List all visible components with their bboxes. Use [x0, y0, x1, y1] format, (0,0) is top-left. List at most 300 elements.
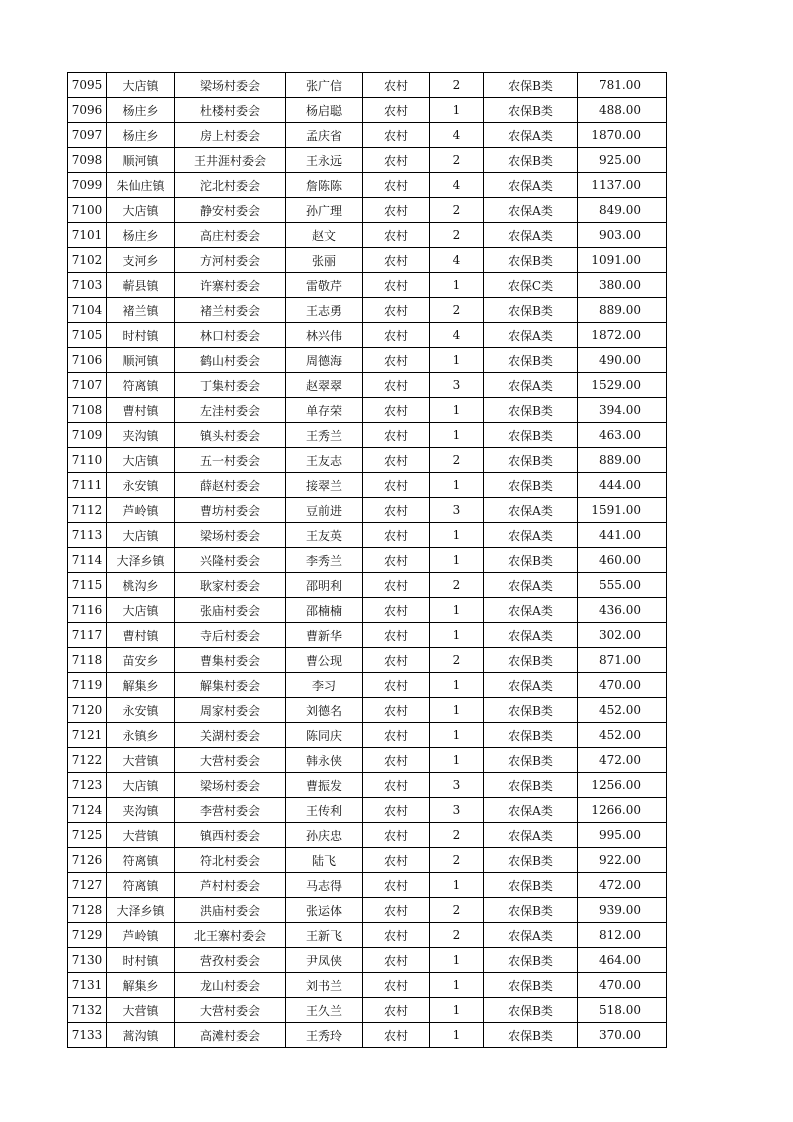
amount-cell: 1256.00 [578, 773, 667, 798]
amount-cell: 555.00 [578, 573, 667, 598]
village-committee-cell: 镇西村委会 [175, 823, 286, 848]
record-id-cell: 7119 [68, 673, 107, 698]
village-committee-cell: 梁场村委会 [175, 73, 286, 98]
insurance-category-cell: 农保A类 [484, 498, 578, 523]
amount-cell: 889.00 [578, 448, 667, 473]
record-id-cell: 7126 [68, 848, 107, 873]
village-committee-cell: 许寨村委会 [175, 273, 286, 298]
person-name-cell: 陈同庆 [286, 723, 363, 748]
record-id-cell: 7127 [68, 873, 107, 898]
town-cell: 大营镇 [107, 998, 175, 1023]
area-type-cell: 农村 [363, 373, 430, 398]
person-name-cell: 王志勇 [286, 298, 363, 323]
village-committee-cell: 营孜村委会 [175, 948, 286, 973]
amount-cell: 394.00 [578, 398, 667, 423]
household-count-cell: 1 [430, 873, 484, 898]
town-cell: 曹村镇 [107, 398, 175, 423]
household-count-cell: 2 [430, 898, 484, 923]
table-row [68, 598, 667, 623]
table-row [68, 248, 667, 273]
table-row [68, 723, 667, 748]
person-name-cell: 王秀玲 [286, 1023, 363, 1048]
village-committee-cell: 沱北村委会 [175, 173, 286, 198]
area-type-cell: 农村 [363, 673, 430, 698]
insurance-category-cell: 农保B类 [484, 348, 578, 373]
record-id-cell: 7129 [68, 923, 107, 948]
area-type-cell: 农村 [363, 273, 430, 298]
person-name-cell: 刘书兰 [286, 973, 363, 998]
person-name-cell: 接翠兰 [286, 473, 363, 498]
record-id-cell: 7097 [68, 123, 107, 148]
record-id-cell: 7110 [68, 448, 107, 473]
household-count-cell: 1 [430, 1023, 484, 1048]
area-type-cell: 农村 [363, 723, 430, 748]
record-id-cell: 7111 [68, 473, 107, 498]
town-cell: 大店镇 [107, 198, 175, 223]
person-name-cell: 孙广理 [286, 198, 363, 223]
insurance-category-cell: 农保A类 [484, 123, 578, 148]
person-name-cell: 王久兰 [286, 998, 363, 1023]
village-committee-cell: 高滩村委会 [175, 1023, 286, 1048]
record-id-cell: 7116 [68, 598, 107, 623]
village-committee-cell: 龙山村委会 [175, 973, 286, 998]
village-committee-cell: 芦村村委会 [175, 873, 286, 898]
village-committee-cell: 大营村委会 [175, 748, 286, 773]
household-count-cell: 2 [430, 198, 484, 223]
area-type-cell: 农村 [363, 948, 430, 973]
table-row [68, 798, 667, 823]
table-row [68, 698, 667, 723]
record-id-cell: 7132 [68, 998, 107, 1023]
area-type-cell: 农村 [363, 473, 430, 498]
household-count-cell: 1 [430, 973, 484, 998]
table-row [68, 648, 667, 673]
table-row [68, 998, 667, 1023]
record-id-cell: 7118 [68, 648, 107, 673]
person-name-cell: 周德海 [286, 348, 363, 373]
table-row [68, 323, 667, 348]
insurance-category-cell: 农保B类 [484, 148, 578, 173]
insurance-category-cell: 农保A类 [484, 223, 578, 248]
town-cell: 大店镇 [107, 73, 175, 98]
town-cell: 永镇乡 [107, 723, 175, 748]
person-name-cell: 李秀兰 [286, 548, 363, 573]
amount-cell: 460.00 [578, 548, 667, 573]
amount-cell: 1591.00 [578, 498, 667, 523]
insurance-category-cell: 农保A类 [484, 823, 578, 848]
village-committee-cell: 寺后村委会 [175, 623, 286, 648]
area-type-cell: 农村 [363, 998, 430, 1023]
person-name-cell: 杨启聪 [286, 98, 363, 123]
record-id-cell: 7115 [68, 573, 107, 598]
insurance-category-cell: 农保B类 [484, 773, 578, 798]
record-id-cell: 7121 [68, 723, 107, 748]
amount-cell: 302.00 [578, 623, 667, 648]
village-committee-cell: 杜楼村委会 [175, 98, 286, 123]
insurance-category-cell: 农保A类 [484, 373, 578, 398]
town-cell: 解集乡 [107, 973, 175, 998]
insurance-category-cell: 农保B类 [484, 473, 578, 498]
record-id-cell: 7096 [68, 98, 107, 123]
insurance-category-cell: 农保B类 [484, 298, 578, 323]
record-id-cell: 7124 [68, 798, 107, 823]
area-type-cell: 农村 [363, 173, 430, 198]
town-cell: 大店镇 [107, 448, 175, 473]
household-count-cell: 1 [430, 398, 484, 423]
table-row [68, 623, 667, 648]
table-row [68, 473, 667, 498]
record-id-cell: 7109 [68, 423, 107, 448]
household-count-cell: 1 [430, 273, 484, 298]
village-committee-cell: 镇头村委会 [175, 423, 286, 448]
household-count-cell: 1 [430, 748, 484, 773]
town-cell: 符离镇 [107, 873, 175, 898]
table-row [68, 223, 667, 248]
village-committee-cell: 关湖村委会 [175, 723, 286, 748]
village-committee-cell: 曹坊村委会 [175, 498, 286, 523]
table-row [68, 373, 667, 398]
person-name-cell: 赵文 [286, 223, 363, 248]
table-row [68, 148, 667, 173]
table-row [68, 923, 667, 948]
person-name-cell: 张运体 [286, 898, 363, 923]
person-name-cell: 詹陈陈 [286, 173, 363, 198]
household-count-cell: 2 [430, 648, 484, 673]
amount-cell: 781.00 [578, 73, 667, 98]
amount-cell: 464.00 [578, 948, 667, 973]
area-type-cell: 农村 [363, 623, 430, 648]
table-row [68, 173, 667, 198]
area-type-cell: 农村 [363, 298, 430, 323]
table-row [68, 423, 667, 448]
area-type-cell: 农村 [363, 548, 430, 573]
area-type-cell: 农村 [363, 573, 430, 598]
area-type-cell: 农村 [363, 198, 430, 223]
village-committee-cell: 大营村委会 [175, 998, 286, 1023]
area-type-cell: 农村 [363, 498, 430, 523]
village-committee-cell: 薛赵村委会 [175, 473, 286, 498]
town-cell: 时村镇 [107, 323, 175, 348]
person-name-cell: 曹公现 [286, 648, 363, 673]
area-type-cell: 农村 [363, 348, 430, 373]
town-cell: 顺河镇 [107, 148, 175, 173]
area-type-cell: 农村 [363, 898, 430, 923]
insurance-category-cell: 农保B类 [484, 848, 578, 873]
person-name-cell: 邵明利 [286, 573, 363, 598]
insurance-category-cell: 农保C类 [484, 273, 578, 298]
table-row [68, 873, 667, 898]
record-id-cell: 7125 [68, 823, 107, 848]
area-type-cell: 农村 [363, 823, 430, 848]
household-count-cell: 2 [430, 298, 484, 323]
household-count-cell: 2 [430, 573, 484, 598]
table-row [68, 748, 667, 773]
amount-cell: 488.00 [578, 98, 667, 123]
roster-body [68, 73, 667, 1048]
record-id-cell: 7106 [68, 348, 107, 373]
town-cell: 大营镇 [107, 823, 175, 848]
person-name-cell: 陆飞 [286, 848, 363, 873]
person-name-cell: 王友志 [286, 448, 363, 473]
person-name-cell: 单存荣 [286, 398, 363, 423]
record-id-cell: 7133 [68, 1023, 107, 1048]
village-committee-cell: 静安村委会 [175, 198, 286, 223]
amount-cell: 1091.00 [578, 248, 667, 273]
insurance-category-cell: 农保A类 [484, 673, 578, 698]
insurance-category-cell: 农保A类 [484, 623, 578, 648]
insurance-category-cell: 农保B类 [484, 98, 578, 123]
table-row [68, 573, 667, 598]
area-type-cell: 农村 [363, 598, 430, 623]
area-type-cell: 农村 [363, 398, 430, 423]
household-count-cell: 4 [430, 323, 484, 348]
amount-cell: 1266.00 [578, 798, 667, 823]
person-name-cell: 邵楠楠 [286, 598, 363, 623]
insurance-category-cell: 农保B类 [484, 648, 578, 673]
amount-cell: 472.00 [578, 748, 667, 773]
record-id-cell: 7117 [68, 623, 107, 648]
insurance-category-cell: 农保B类 [484, 948, 578, 973]
village-committee-cell: 曹集村委会 [175, 648, 286, 673]
town-cell: 符离镇 [107, 373, 175, 398]
table-row [68, 298, 667, 323]
insurance-category-cell: 农保A类 [484, 198, 578, 223]
amount-cell: 380.00 [578, 273, 667, 298]
town-cell: 大营镇 [107, 748, 175, 773]
insurance-category-cell: 农保A类 [484, 573, 578, 598]
household-count-cell: 1 [430, 673, 484, 698]
insurance-category-cell: 农保A类 [484, 923, 578, 948]
record-id-cell: 7100 [68, 198, 107, 223]
household-count-cell: 2 [430, 73, 484, 98]
person-name-cell: 王传利 [286, 798, 363, 823]
amount-cell: 518.00 [578, 998, 667, 1023]
amount-cell: 1870.00 [578, 123, 667, 148]
amount-cell: 1137.00 [578, 173, 667, 198]
village-committee-cell: 李营村委会 [175, 798, 286, 823]
person-name-cell: 赵翠翠 [286, 373, 363, 398]
town-cell: 夹沟镇 [107, 798, 175, 823]
household-count-cell: 1 [430, 548, 484, 573]
household-count-cell: 2 [430, 848, 484, 873]
insurance-category-cell: 农保A类 [484, 523, 578, 548]
town-cell: 大店镇 [107, 523, 175, 548]
village-committee-cell: 房上村委会 [175, 123, 286, 148]
person-name-cell: 李习 [286, 673, 363, 698]
household-count-cell: 4 [430, 248, 484, 273]
amount-cell: 1529.00 [578, 373, 667, 398]
area-type-cell: 农村 [363, 448, 430, 473]
insurance-category-cell: 农保B类 [484, 748, 578, 773]
record-id-cell: 7114 [68, 548, 107, 573]
insurance-category-cell: 农保B类 [484, 698, 578, 723]
insurance-category-cell: 农保B类 [484, 873, 578, 898]
amount-cell: 441.00 [578, 523, 667, 548]
person-name-cell: 刘德名 [286, 698, 363, 723]
amount-cell: 436.00 [578, 598, 667, 623]
village-committee-cell: 洪庙村委会 [175, 898, 286, 923]
town-cell: 支河乡 [107, 248, 175, 273]
town-cell: 大泽乡镇 [107, 898, 175, 923]
record-id-cell: 7108 [68, 398, 107, 423]
town-cell: 夹沟镇 [107, 423, 175, 448]
record-id-cell: 7105 [68, 323, 107, 348]
area-type-cell: 农村 [363, 248, 430, 273]
amount-cell: 889.00 [578, 298, 667, 323]
area-type-cell: 农村 [363, 773, 430, 798]
record-id-cell: 7102 [68, 248, 107, 273]
household-count-cell: 1 [430, 523, 484, 548]
household-count-cell: 2 [430, 448, 484, 473]
amount-cell: 922.00 [578, 848, 667, 873]
person-name-cell: 孟庆省 [286, 123, 363, 148]
town-cell: 芦岭镇 [107, 923, 175, 948]
person-name-cell: 张广信 [286, 73, 363, 98]
roster-table [67, 72, 667, 1048]
household-count-cell: 1 [430, 948, 484, 973]
table-row [68, 348, 667, 373]
town-cell: 芦岭镇 [107, 498, 175, 523]
amount-cell: 470.00 [578, 673, 667, 698]
amount-cell: 370.00 [578, 1023, 667, 1048]
person-name-cell: 林兴伟 [286, 323, 363, 348]
person-name-cell: 雷敬芹 [286, 273, 363, 298]
town-cell: 曹村镇 [107, 623, 175, 648]
village-committee-cell: 北王寨村委会 [175, 923, 286, 948]
area-type-cell: 农村 [363, 973, 430, 998]
village-committee-cell: 鹤山村委会 [175, 348, 286, 373]
household-count-cell: 3 [430, 773, 484, 798]
insurance-category-cell: 农保A类 [484, 598, 578, 623]
town-cell: 蕲县镇 [107, 273, 175, 298]
amount-cell: 470.00 [578, 973, 667, 998]
household-count-cell: 1 [430, 723, 484, 748]
town-cell: 永安镇 [107, 473, 175, 498]
village-committee-cell: 王井涯村委会 [175, 148, 286, 173]
village-committee-cell: 张庙村委会 [175, 598, 286, 623]
amount-cell: 490.00 [578, 348, 667, 373]
record-id-cell: 7112 [68, 498, 107, 523]
record-id-cell: 7103 [68, 273, 107, 298]
insurance-category-cell: 农保B类 [484, 248, 578, 273]
record-id-cell: 7113 [68, 523, 107, 548]
area-type-cell: 农村 [363, 1023, 430, 1048]
table-row [68, 673, 667, 698]
insurance-category-cell: 农保B类 [484, 973, 578, 998]
town-cell: 时村镇 [107, 948, 175, 973]
household-count-cell: 2 [430, 148, 484, 173]
town-cell: 顺河镇 [107, 348, 175, 373]
town-cell: 杨庄乡 [107, 98, 175, 123]
household-count-cell: 1 [430, 698, 484, 723]
amount-cell: 903.00 [578, 223, 667, 248]
town-cell: 蒿沟镇 [107, 1023, 175, 1048]
town-cell: 符离镇 [107, 848, 175, 873]
village-committee-cell: 林口村委会 [175, 323, 286, 348]
insurance-category-cell: 农保A类 [484, 798, 578, 823]
record-id-cell: 7101 [68, 223, 107, 248]
town-cell: 朱仙庄镇 [107, 173, 175, 198]
amount-cell: 812.00 [578, 923, 667, 948]
table-row [68, 773, 667, 798]
household-count-cell: 4 [430, 123, 484, 148]
person-name-cell: 王友英 [286, 523, 363, 548]
amount-cell: 452.00 [578, 698, 667, 723]
area-type-cell: 农村 [363, 698, 430, 723]
household-count-cell: 1 [430, 98, 484, 123]
record-id-cell: 7123 [68, 773, 107, 798]
record-id-cell: 7130 [68, 948, 107, 973]
household-count-cell: 1 [430, 348, 484, 373]
household-count-cell: 2 [430, 823, 484, 848]
area-type-cell: 农村 [363, 73, 430, 98]
village-committee-cell: 梁场村委会 [175, 523, 286, 548]
table-row [68, 198, 667, 223]
town-cell: 杨庄乡 [107, 223, 175, 248]
amount-cell: 444.00 [578, 473, 667, 498]
insurance-category-cell: 农保B类 [484, 73, 578, 98]
amount-cell: 1872.00 [578, 323, 667, 348]
household-count-cell: 3 [430, 798, 484, 823]
table-row [68, 73, 667, 98]
amount-cell: 939.00 [578, 898, 667, 923]
village-committee-cell: 褚兰村委会 [175, 298, 286, 323]
amount-cell: 463.00 [578, 423, 667, 448]
person-name-cell: 孙庆忠 [286, 823, 363, 848]
town-cell: 桃沟乡 [107, 573, 175, 598]
household-count-cell: 3 [430, 373, 484, 398]
table-row [68, 1023, 667, 1048]
village-committee-cell: 左洼村委会 [175, 398, 286, 423]
amount-cell: 472.00 [578, 873, 667, 898]
table-row [68, 523, 667, 548]
amount-cell: 871.00 [578, 648, 667, 673]
record-id-cell: 7104 [68, 298, 107, 323]
insurance-category-cell: 农保B类 [484, 423, 578, 448]
village-committee-cell: 五一村委会 [175, 448, 286, 473]
person-name-cell: 王新飞 [286, 923, 363, 948]
table-row [68, 398, 667, 423]
person-name-cell: 豆前进 [286, 498, 363, 523]
household-count-cell: 1 [430, 423, 484, 448]
table-row [68, 123, 667, 148]
insurance-category-cell: 农保B类 [484, 448, 578, 473]
record-id-cell: 7120 [68, 698, 107, 723]
area-type-cell: 农村 [363, 423, 430, 448]
table-row [68, 548, 667, 573]
household-count-cell: 2 [430, 223, 484, 248]
area-type-cell: 农村 [363, 98, 430, 123]
insurance-category-cell: 农保B类 [484, 398, 578, 423]
area-type-cell: 农村 [363, 648, 430, 673]
person-name-cell: 王秀兰 [286, 423, 363, 448]
person-name-cell: 王永远 [286, 148, 363, 173]
table-row [68, 973, 667, 998]
town-cell: 大店镇 [107, 773, 175, 798]
village-committee-cell: 丁集村委会 [175, 373, 286, 398]
record-id-cell: 7098 [68, 148, 107, 173]
town-cell: 褚兰镇 [107, 298, 175, 323]
area-type-cell: 农村 [363, 923, 430, 948]
town-cell: 解集乡 [107, 673, 175, 698]
amount-cell: 452.00 [578, 723, 667, 748]
table-row [68, 848, 667, 873]
insurance-category-cell: 农保A类 [484, 173, 578, 198]
village-committee-cell: 高庄村委会 [175, 223, 286, 248]
insurance-category-cell: 农保B类 [484, 723, 578, 748]
insurance-category-cell: 农保A类 [484, 323, 578, 348]
person-name-cell: 曹振发 [286, 773, 363, 798]
